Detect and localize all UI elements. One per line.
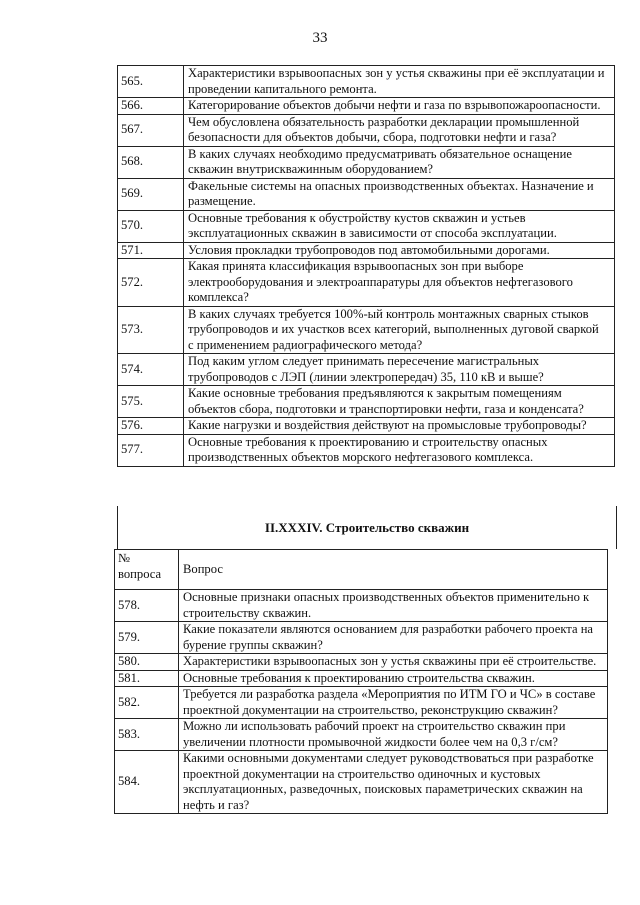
section-title: II.XXXIV. Строительство скважин <box>117 506 617 549</box>
question-line: Условия прокладки трубопроводов под автомобильными дорогами. <box>188 242 550 257</box>
table-row <box>115 654 608 671</box>
question-number: 566. <box>118 98 184 115</box>
question-line: безопасности для объектов добычи, сбора, подготовки нефти и газа? <box>188 130 557 144</box>
question-line: трубопроводов с ЛЭП (линии электропередач) 35, 110 кВ и выше? <box>188 369 544 384</box>
question-line: бурение группы скважин? <box>183 637 323 652</box>
table-row <box>118 146 615 178</box>
question-line: эксплуатационных, разведочных, поисковых параметрических скважин на <box>183 782 583 796</box>
question-number: 577. <box>118 434 184 466</box>
question-line: Какие показатели являются основанием для разработки рабочего проекта на <box>183 622 594 636</box>
question-number: 582. <box>115 687 179 719</box>
question-number: 565. <box>118 66 184 98</box>
question-text <box>184 418 615 435</box>
question-text <box>184 98 615 115</box>
question-text <box>184 434 615 466</box>
question-number: 584. <box>115 751 179 814</box>
table-row <box>118 242 615 259</box>
question-line: трубопроводов и их участков всех категорий, выполненных дуговой сваркой <box>188 322 599 336</box>
question-line: строительству скважин. <box>183 605 312 620</box>
question-line: Основные требования к проектированию и строительству опасных <box>188 434 548 449</box>
question-number: 569. <box>118 178 184 210</box>
question-line: проведении капитального ремонта. <box>188 81 377 96</box>
question-line: нефть и газ? <box>183 797 250 812</box>
questions-table-1 <box>117 65 615 467</box>
table-row <box>118 354 615 386</box>
question-line: объектов сбора, подготовки и транспортировки нефти, газа и конденсата? <box>188 401 584 416</box>
question-text <box>179 670 608 687</box>
question-line: Характеристики взрывоопасных зон у устья скважины при её эксплуатации и <box>188 66 605 80</box>
header-number <box>115 550 179 590</box>
table-row <box>115 590 608 622</box>
question-text <box>179 590 608 622</box>
question-text <box>184 259 615 307</box>
table-header-row <box>115 550 608 590</box>
question-line: Категорирование объектов добычи нефти и газа по взрывопожароопасности. <box>188 98 601 112</box>
question-text <box>184 242 615 259</box>
question-number: 576. <box>118 418 184 435</box>
question-text <box>184 178 615 210</box>
header-number-line: № <box>118 551 131 565</box>
question-text <box>184 114 615 146</box>
question-number: 574. <box>118 354 184 386</box>
page-number: 33 <box>312 30 328 46</box>
question-text <box>184 306 615 354</box>
question-line: Чем обусловлена обязательность разработки декларации промышленной <box>188 114 580 129</box>
question-line: проектной документации на строительство, реконструкцию скважин? <box>183 702 558 717</box>
table-row <box>118 178 615 210</box>
question-line: Основные требования к обустройству кустов скважин и устьев <box>188 210 526 225</box>
question-line: Какие основные требования предъявляются к закрытым помещениям <box>188 386 562 400</box>
question-text <box>179 654 608 671</box>
question-text <box>184 210 615 242</box>
question-text <box>179 719 608 751</box>
table-row <box>115 670 608 687</box>
question-line: Какие нагрузки и воздействия действуют на промысловые трубопроводы? <box>188 418 587 432</box>
question-number: 575. <box>118 386 184 418</box>
table-row <box>118 386 615 418</box>
table-row <box>115 751 608 814</box>
question-text <box>179 687 608 719</box>
table-row <box>118 98 615 115</box>
question-line: размещение. <box>188 194 256 208</box>
question-number: 578. <box>115 590 179 622</box>
question-line: Требуется ли разработка раздела «Мероприятия по ИТМ ГО и ЧС» в составе <box>183 687 596 701</box>
question-line: Характеристики взрывоопасных зон у устья скважины при её строительстве. <box>183 654 597 668</box>
table-row <box>118 306 615 354</box>
table-row <box>118 114 615 146</box>
question-number: 579. <box>115 622 179 654</box>
question-number: 567. <box>118 114 184 146</box>
question-text <box>179 751 608 814</box>
question-text <box>184 386 615 418</box>
question-number: 583. <box>115 719 179 751</box>
table-row <box>118 434 615 466</box>
question-line: В каких случаях требуется 100%-ый контроль монтажных сварных стыков <box>188 306 589 321</box>
question-number: 581. <box>115 670 179 687</box>
question-line: с применением радиографического метода? <box>188 337 423 352</box>
table-row <box>118 210 615 242</box>
question-number: 568. <box>118 146 184 178</box>
table-row <box>115 687 608 719</box>
header-question: Вопрос <box>179 550 608 590</box>
question-line: Факельные системы на опасных производственных объектах. Назначение и <box>188 178 594 193</box>
table-row <box>118 418 615 435</box>
question-number: 572. <box>118 259 184 307</box>
question-number: 573. <box>118 306 184 354</box>
question-line: Основные признаки опасных производственных объектов применительно к <box>183 590 590 604</box>
question-text <box>184 66 615 98</box>
question-line: Какими основными документами следует руководствоваться при разработке <box>183 751 594 765</box>
question-line: комплекса? <box>188 290 249 304</box>
question-line: В каких случаях необходимо предусматривать обязательное оснащение <box>188 146 572 161</box>
table-row <box>118 66 615 98</box>
header-number-line: вопроса <box>118 567 162 581</box>
question-line: Основные требования к проектированию строительства скважин. <box>183 670 535 685</box>
question-number: 580. <box>115 654 179 671</box>
question-line: увеличении плотности промывочной жидкости более чем на 0,3 г/см? <box>183 734 558 749</box>
table-row <box>115 719 608 751</box>
question-number: 571. <box>118 242 184 259</box>
question-number: 570. <box>118 210 184 242</box>
question-text <box>184 146 615 178</box>
question-line: Под каким углом следует принимать пересечение магистральных <box>188 354 540 368</box>
question-text <box>179 622 608 654</box>
question-line: скважин внутрискважинным оборудованием? <box>188 162 433 176</box>
table-row <box>118 259 615 307</box>
question-line: эксплуатационных скважин в зависимости от способа эксплуатации. <box>188 226 557 240</box>
questions-table-2 <box>114 549 608 814</box>
question-line: Какая принята классификация взрывоопасных зон при выборе <box>188 259 524 273</box>
question-line: Можно ли использовать рабочий проект на строительство скважин при <box>183 719 566 733</box>
question-line: проектной документации на строительство одиночных и кустовых <box>183 766 541 781</box>
question-line: электрооборудования и электроаппаратуры для объектов нефтегазового <box>188 274 573 289</box>
question-text <box>184 354 615 386</box>
question-line: производственных объектов морского нефтегазового комплекса. <box>188 450 534 464</box>
table-row <box>115 622 608 654</box>
